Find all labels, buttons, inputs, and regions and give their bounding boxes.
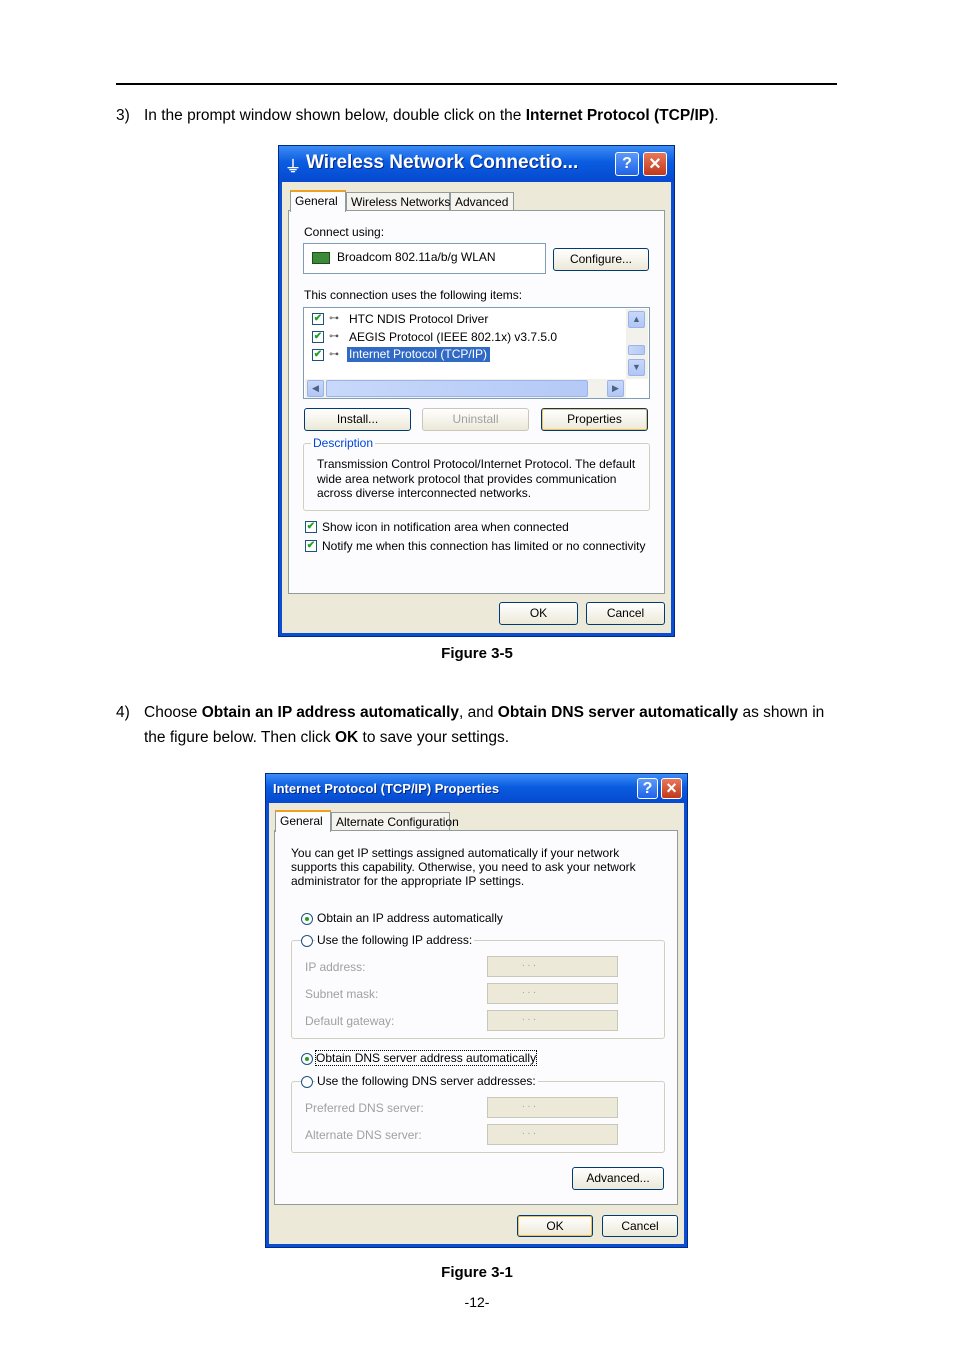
notify-label: Notify me when this connection has limited or no connectivity bbox=[322, 539, 646, 553]
intro-text: You can get IP settings assigned automatically if your network supports this capability. Otherwise, you need to ask your network administrator for the appropriate IP settings. bbox=[291, 846, 636, 888]
tab-general[interactable]: General bbox=[290, 190, 346, 212]
title-bar bbox=[279, 146, 674, 182]
scroll-up-icon[interactable]: ▲ bbox=[628, 311, 645, 328]
properties-button[interactable]: Properties bbox=[541, 408, 648, 431]
preferred-dns-label: Preferred DNS server: bbox=[305, 1101, 424, 1115]
obtain-ip-radio[interactable] bbox=[301, 913, 313, 925]
use-ip-label: Use the following IP address: bbox=[317, 933, 473, 947]
description-title: Description bbox=[313, 436, 374, 450]
dialog-title: Wireless Network Connectio... bbox=[306, 152, 579, 173]
adapter-name: Broadcom 802.11a/b/g WLAN bbox=[337, 250, 496, 264]
tab-wireless-networks[interactable]: Wireless Networks bbox=[346, 192, 450, 211]
dialog-client bbox=[269, 803, 684, 1244]
cancel-button[interactable]: Cancel bbox=[586, 602, 665, 625]
help-button[interactable]: ? bbox=[637, 778, 658, 799]
alternate-dns-field[interactable]: . . . bbox=[487, 1124, 618, 1145]
ok-button[interactable]: OK bbox=[499, 602, 578, 625]
ip-address-label: IP address: bbox=[305, 960, 366, 974]
close-button[interactable]: × bbox=[661, 778, 682, 799]
item-checkbox-tcpip[interactable]: ✔ bbox=[313, 349, 323, 360]
adapter-icon bbox=[312, 252, 330, 264]
ok-button[interactable]: OK bbox=[517, 1215, 593, 1237]
scroll-right-icon[interactable]: ▶ bbox=[607, 380, 624, 397]
items-list bbox=[303, 307, 650, 399]
cancel-button[interactable]: Cancel bbox=[602, 1215, 678, 1237]
page-number: -12- bbox=[464, 1294, 490, 1310]
tab-alternate-configuration[interactable]: Alternate Configuration bbox=[331, 812, 450, 831]
step-4-text: Choose Obtain an IP address automatically, and Obtain DNS server automatically as shown in the figure below. Then click OK to save your settings. bbox=[144, 704, 825, 746]
description-text: Transmission Control Protocol/Internet Protocol. The default wide area network protocol that provides communication across diverse interconnected networks. bbox=[317, 457, 636, 500]
advanced-button[interactable]: Advanced... bbox=[572, 1167, 664, 1190]
list-item-aegis[interactable]: AEGIS Protocol (IEEE 802.1x) v3.7.5.0 bbox=[349, 330, 558, 344]
tab-general[interactable]: General bbox=[275, 810, 331, 832]
step-3-text: In the prompt window shown below, double click on the Internet Protocol (TCP/IP). bbox=[144, 107, 719, 124]
default-gateway-field[interactable]: . . . bbox=[487, 1010, 618, 1031]
show-icon-label: Show icon in notification area when connected bbox=[322, 520, 569, 534]
help-button[interactable]: ? bbox=[615, 152, 639, 176]
vertical-scrollbar[interactable] bbox=[626, 309, 648, 379]
description-group bbox=[303, 436, 650, 511]
horizontal-scrollbar[interactable] bbox=[305, 379, 626, 398]
item-checkbox-htc[interactable]: ✔ bbox=[313, 313, 323, 324]
obtain-ip-label: Obtain an IP address automatically bbox=[317, 911, 503, 925]
wireless-connection-dialog bbox=[278, 145, 675, 637]
hscroll-thumb[interactable] bbox=[326, 380, 588, 397]
preferred-dns-field[interactable]: . . . bbox=[487, 1097, 618, 1118]
protocol-icon: ⊶ bbox=[329, 313, 339, 324]
dialog-title: Internet Protocol (TCP/IP) Properties bbox=[273, 781, 500, 796]
install-button[interactable]: Install... bbox=[304, 408, 411, 431]
alternate-dns-label: Alternate DNS server: bbox=[305, 1128, 422, 1142]
configure-button[interactable]: Configure... bbox=[553, 248, 649, 271]
obtain-dns-label: Obtain DNS server address automatically bbox=[316, 1051, 537, 1065]
protocol-icon: ⊶ bbox=[329, 349, 339, 360]
notify-checkbox[interactable]: ✔ bbox=[306, 540, 316, 551]
adapter-field bbox=[303, 243, 546, 274]
scroll-left-icon[interactable]: ◀ bbox=[307, 380, 324, 397]
figure-caption-2: Figure 3-1 bbox=[441, 1264, 513, 1281]
scroll-thumb[interactable] bbox=[628, 345, 645, 355]
connect-using-label: Connect using: bbox=[304, 225, 385, 239]
uninstall-button[interactable]: Uninstall bbox=[422, 408, 529, 431]
network-icon: ⏚ bbox=[285, 159, 302, 176]
list-item-tcpip-selected[interactable]: Internet Protocol (TCP/IP) bbox=[347, 347, 490, 362]
step-number: 3) bbox=[116, 107, 130, 124]
item-checkbox-aegis[interactable]: ✔ bbox=[313, 331, 323, 342]
subnet-mask-field[interactable]: . . . bbox=[487, 983, 618, 1004]
step-number: 4) bbox=[116, 704, 130, 721]
items-label: This connection uses the following items: bbox=[304, 288, 523, 302]
use-ip-radio[interactable] bbox=[301, 935, 313, 947]
dialog-client bbox=[282, 182, 671, 633]
figure-caption-1: Figure 3-5 bbox=[441, 645, 513, 662]
default-gateway-label: Default gateway: bbox=[305, 1014, 395, 1028]
general-panel bbox=[288, 210, 665, 594]
scroll-down-icon[interactable]: ▼ bbox=[628, 359, 645, 376]
subnet-mask-label: Subnet mask: bbox=[305, 987, 379, 1001]
tab-advanced[interactable]: Advanced bbox=[450, 192, 514, 211]
title-bar bbox=[266, 774, 687, 803]
ip-address-field[interactable]: . . . bbox=[487, 956, 618, 977]
use-dns-radio[interactable] bbox=[301, 1076, 313, 1088]
protocol-icon: ⊶ bbox=[329, 331, 339, 342]
tcpip-properties-dialog bbox=[265, 773, 688, 1248]
list-item-htc[interactable]: HTC NDIS Protocol Driver bbox=[349, 312, 489, 326]
use-dns-label: Use the following DNS server addresses: bbox=[317, 1074, 536, 1088]
header-rule bbox=[116, 83, 837, 85]
obtain-dns-radio[interactable] bbox=[301, 1053, 313, 1065]
show-icon-checkbox[interactable]: ✔ bbox=[306, 521, 316, 532]
close-button[interactable]: × bbox=[643, 152, 667, 176]
general-panel bbox=[274, 830, 678, 1205]
